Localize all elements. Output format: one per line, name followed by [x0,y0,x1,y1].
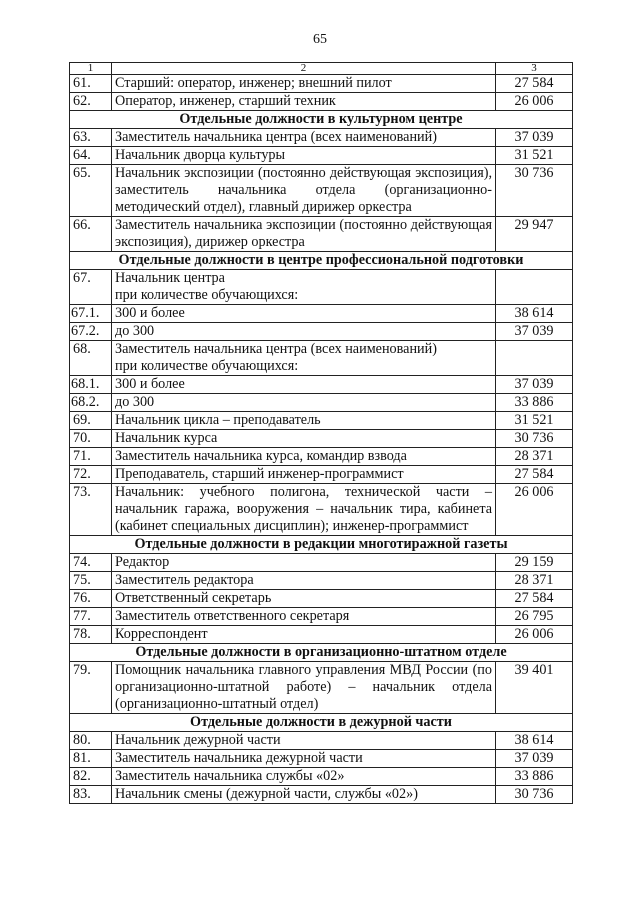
table-row [70,572,573,590]
position-title: до 300 [112,394,496,412]
position-title: Начальник дежурной части [112,732,496,750]
row-number: 68.2. [70,394,112,412]
table-row [70,217,573,252]
salary-value: 26 006 [496,484,573,536]
position-title: 300 и более [112,376,496,394]
table-row [70,768,573,786]
section-header-row [70,111,573,129]
salary-value: 30 736 [496,430,573,448]
position-title: Заместитель ответственного секретаря [112,608,496,626]
position-title: Заместитель начальника центра (всех наименований) [112,129,496,147]
position-title: Помощник начальника главного управления МВД России (по организационно-штатной работе) – начальник отдела (организационно-штатный отдел) [112,662,496,714]
salary-value: 26 006 [496,93,573,111]
row-number: 76. [70,590,112,608]
salary-value: 27 584 [496,590,573,608]
position-title: Старший: оператор, инженер; внешний пилот [112,75,496,93]
salary-value: 26 006 [496,626,573,644]
row-number: 78. [70,626,112,644]
row-number: 69. [70,412,112,430]
salary-value: 39 401 [496,662,573,714]
position-title: Начальник смены (дежурной части, службы «02») [112,786,496,804]
position-title: Заместитель начальника центра (всех наименований) при количестве обучающихся: [112,341,496,376]
salary-value: 29 159 [496,554,573,572]
section-header-row [70,714,573,732]
position-title: Заместитель начальника службы «02» [112,768,496,786]
table-row [70,626,573,644]
salary-table [69,62,573,804]
table-row [70,270,573,305]
salary-value: 38 614 [496,732,573,750]
position-title: Заместитель начальника дежурной части [112,750,496,768]
salary-value: 28 371 [496,448,573,466]
table-row [70,376,573,394]
table-row [70,554,573,572]
position-title: Заместитель начальника курса, командир взвода [112,448,496,466]
section-header-row [70,644,573,662]
column-header-row [70,63,573,75]
row-number: 68.1. [70,376,112,394]
section-title: Отдельные должности в дежурной части [70,714,573,732]
row-number: 75. [70,572,112,590]
salary-value: 38 614 [496,305,573,323]
table-row [70,165,573,217]
table-row [70,93,573,111]
section-title: Отдельные должности в культурном центре [70,111,573,129]
table-row [70,323,573,341]
row-number: 80. [70,732,112,750]
row-number: 65. [70,165,112,217]
salary-value: 26 795 [496,608,573,626]
table-row [70,129,573,147]
salary-value: 27 584 [496,75,573,93]
position-title: Начальник цикла – преподаватель [112,412,496,430]
row-number: 81. [70,750,112,768]
position-title: до 300 [112,323,496,341]
table-row [70,608,573,626]
column-header-position: 2 [112,63,496,75]
salary-value: 30 736 [496,786,573,804]
table-row [70,448,573,466]
row-number: 67.2. [70,323,112,341]
salary-value [496,341,573,376]
salary-value: 37 039 [496,129,573,147]
section-title: Отдельные должности в организационно-штатном отделе [70,644,573,662]
row-number: 67.1. [70,305,112,323]
table-row [70,341,573,376]
row-number: 72. [70,466,112,484]
row-number: 67. [70,270,112,305]
position-title: 300 и более [112,305,496,323]
salary-value [496,270,573,305]
row-number: 68. [70,341,112,376]
row-number: 82. [70,768,112,786]
position-title: Начальник дворца культуры [112,147,496,165]
salary-value: 37 039 [496,376,573,394]
column-header-salary: 3 [496,63,573,75]
position-title: Начальник курса [112,430,496,448]
salary-value: 31 521 [496,412,573,430]
section-header-row [70,252,573,270]
table-row [70,75,573,93]
table-row [70,732,573,750]
position-title: Начальник: учебного полигона, технической части – начальник гаража, вооружения – начальник тира, кабинета (кабинет специальных дисциплин); инженер-программист [112,484,496,536]
position-title: Начальник центра при количестве обучающихся: [112,270,496,305]
section-header-row [70,536,573,554]
row-number: 70. [70,430,112,448]
salary-value: 27 584 [496,466,573,484]
row-number: 77. [70,608,112,626]
section-title: Отдельные должности в центре профессиональной подготовки [70,252,573,270]
section-title: Отдельные должности в редакции многотиражной газеты [70,536,573,554]
table-row [70,394,573,412]
salary-value: 33 886 [496,768,573,786]
position-title: Ответственный секретарь [112,590,496,608]
position-title: Редактор [112,554,496,572]
row-number: 66. [70,217,112,252]
salary-value: 37 039 [496,323,573,341]
salary-value: 29 947 [496,217,573,252]
row-number: 62. [70,93,112,111]
row-number: 79. [70,662,112,714]
row-number: 71. [70,448,112,466]
table-row [70,430,573,448]
position-title: Корреспондент [112,626,496,644]
row-number: 61. [70,75,112,93]
row-number: 64. [70,147,112,165]
table-row [70,750,573,768]
salary-value: 33 886 [496,394,573,412]
row-number: 74. [70,554,112,572]
table-row [70,147,573,165]
salary-value: 30 736 [496,165,573,217]
position-title: Оператор, инженер, старший техник [112,93,496,111]
position-title: Начальник экспозиции (постоянно действующая экспозиция), заместитель начальника отдела (организационно-методический отдел), главный дирижер оркестра [112,165,496,217]
salary-table-body [70,63,573,804]
table-row [70,590,573,608]
row-number: 83. [70,786,112,804]
table-row [70,305,573,323]
row-number: 73. [70,484,112,536]
position-title: Заместитель начальника экспозиции (постоянно действующая экспозиция), дирижер оркестра [112,217,496,252]
row-number: 63. [70,129,112,147]
salary-value: 37 039 [496,750,573,768]
table-row [70,662,573,714]
page-number: 65 [313,32,327,47]
position-title: Преподаватель, старший инженер-программист [112,466,496,484]
table-row [70,786,573,804]
table-row [70,412,573,430]
table-row [70,466,573,484]
salary-value: 31 521 [496,147,573,165]
salary-value: 28 371 [496,572,573,590]
position-title: Заместитель редактора [112,572,496,590]
column-header-number: 1 [70,63,112,75]
table-row [70,484,573,536]
